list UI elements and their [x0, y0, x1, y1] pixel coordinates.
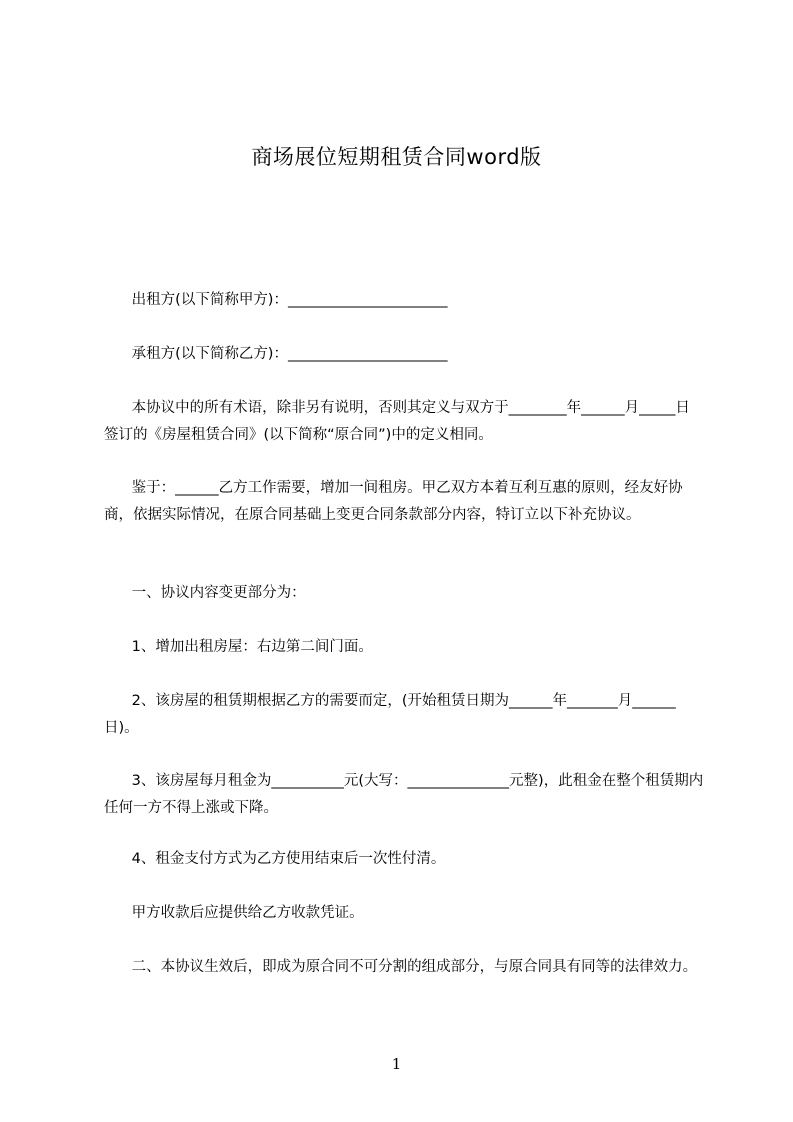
paragraph-receipt: 甲方收款后应提供给乙方收款凭证。 [104, 905, 364, 921]
paragraph-item-1: 1、增加出租房屋：右边第二间门面。 [104, 639, 373, 655]
paragraph-section-one-heading: 一、协议内容变更部分为： [104, 585, 306, 601]
paragraph-lessee: 承租方(以下简称乙方)：______________________ [104, 346, 448, 362]
paragraph-terms-definition: 本协议中的所有术语，除非另有说明，否则其定义与双方于________年______月_____日签订的《房屋租赁合同》(以下简称“原合同”)中的定义相同。 [104, 400, 690, 443]
paragraph-whereas: 鉴于：______乙方工作需要，增加一间租房。甲乙双方本着互利互惠的原则，经友好协商，依据实际情况，在原合同基础上变更合同条款部分内容，特订立以下补充协议。 [104, 480, 683, 523]
paragraph-item-2: 2、该房屋的租赁期根据乙方的需要而定，(开始租赁日期为______年_______月______日)。 [104, 693, 676, 736]
paragraph-lessor: 出租方(以下简称甲方)：______________________ [104, 292, 448, 308]
document-title: 商场展位短期租赁合同word版 [251, 145, 542, 169]
paragraph-item-3: 3、该房屋每月租金为__________元(大写：______________元整)，此租金在整个租赁期内任何一方不得上涨或下降。 [104, 773, 704, 816]
paragraph-item-4: 4、租金支付方式为乙方使用结束后一次性付清。 [104, 851, 446, 867]
paragraph-section-two: 二、本协议生效后，即成为原合同不可分割的组成部分，与原合同具有同等的法律效力。 [104, 959, 698, 975]
page-number: 1 [391, 1055, 402, 1073]
